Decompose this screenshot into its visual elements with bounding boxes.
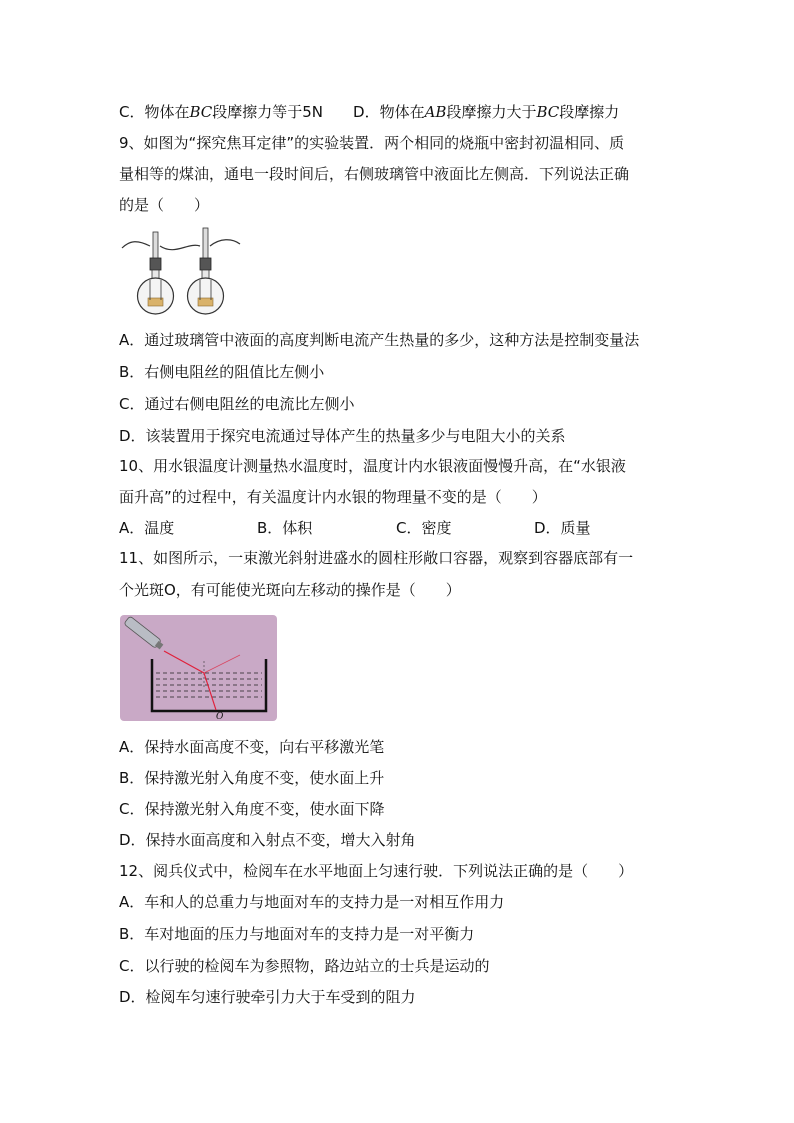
q10-option-b: B．体积 bbox=[257, 519, 313, 537]
q10-stem-line-2: 面升高”的过程中，有关温度计内水银的物理量不变的是（ ） bbox=[119, 488, 547, 506]
q8-c-suffix: 段摩擦力等于5N bbox=[212, 103, 324, 121]
q10-options bbox=[119, 518, 639, 538]
q10-option-d: D．质量 bbox=[534, 519, 591, 537]
q9-stem-line-1: 9、如图为“探究焦耳定律”的实验装置．两个相同的烧瓶中密封初温相同、质 bbox=[119, 134, 625, 152]
q12-option-c: C．以行驶的检阅车为参照物，路边站立的士兵是运动的 bbox=[119, 957, 490, 975]
q12-option-a: A．车和人的总重力与地面对车的支持力是一对相互作用力 bbox=[119, 893, 505, 911]
q11-option-b: B．保持激光射入角度不变，使水面上升 bbox=[119, 769, 385, 787]
q10-option-a: A．温度 bbox=[119, 519, 175, 537]
spot-o-label: O bbox=[216, 712, 224, 721]
q9-option-a: A．通过玻璃管中液面的高度判断电流产生热量的多少，这种方法是控制变量法 bbox=[119, 331, 640, 349]
q10-stem-line-1: 10、用水银温度计测量热水温度时，温度计内水银液面慢慢升高，在“水银液 bbox=[119, 457, 626, 475]
q9-option-d: D．该装置用于探究电流通过导体产生的热量多少与电阻大小的关系 bbox=[119, 427, 566, 445]
q10-option-c: C．密度 bbox=[396, 519, 452, 537]
q11-stem-line-1: 11、如图所示，一束激光斜射进盛水的圆柱形敞口容器，观察到容器底部有一 bbox=[119, 549, 634, 567]
q11-option-a: A．保持水面高度不变，向右平移激光笔 bbox=[119, 738, 385, 756]
q8-d-seg1: AB bbox=[424, 103, 447, 121]
q11-option-d: D．保持水面高度和入射点不变，增大入射角 bbox=[119, 831, 416, 849]
q8-d-seg2: BC bbox=[536, 103, 560, 121]
q8-c-prefix: C．物体在 bbox=[119, 103, 190, 121]
q9-stem-line-3: 的是（ ） bbox=[119, 196, 210, 214]
q9-option-c: C．通过右侧电阻丝的电流比左侧小 bbox=[119, 395, 355, 413]
q11-option-c: C．保持激光射入角度不变，使水面下降 bbox=[119, 800, 385, 818]
q8-d-prefix: D．物体在 bbox=[353, 103, 425, 121]
q12-option-d: D．检阅车匀速行驶牵引力大于车受到的阻力 bbox=[119, 988, 416, 1006]
q8-options-cd bbox=[119, 102, 619, 122]
q9-stem-line-2: 量相等的煤油，通电一段时间后，右侧玻璃管中液面比左侧高．下列说法正确 bbox=[119, 165, 630, 183]
q12-option-b: B．车对地面的压力与地面对车的支持力是一对平衡力 bbox=[119, 925, 475, 943]
q8-c-seg: BC bbox=[189, 103, 213, 121]
q8-d-mid: 段摩擦力大于 bbox=[446, 103, 537, 121]
q9-option-b: B．右侧电阻丝的阻值比左侧小 bbox=[119, 363, 325, 381]
q12-stem-line-1: 12、阅兵仪式中，检阅车在水平地面上匀速行驶．下列说法正确的是（ ） bbox=[119, 862, 634, 880]
joule-law-apparatus-figure bbox=[120, 226, 242, 318]
q8-d-suffix: 段摩擦力 bbox=[559, 103, 620, 121]
q11-stem-line-2: 个光斑O，有可能使光斑向左移动的操作是（ ） bbox=[119, 581, 461, 599]
laser-container-figure bbox=[120, 615, 277, 721]
